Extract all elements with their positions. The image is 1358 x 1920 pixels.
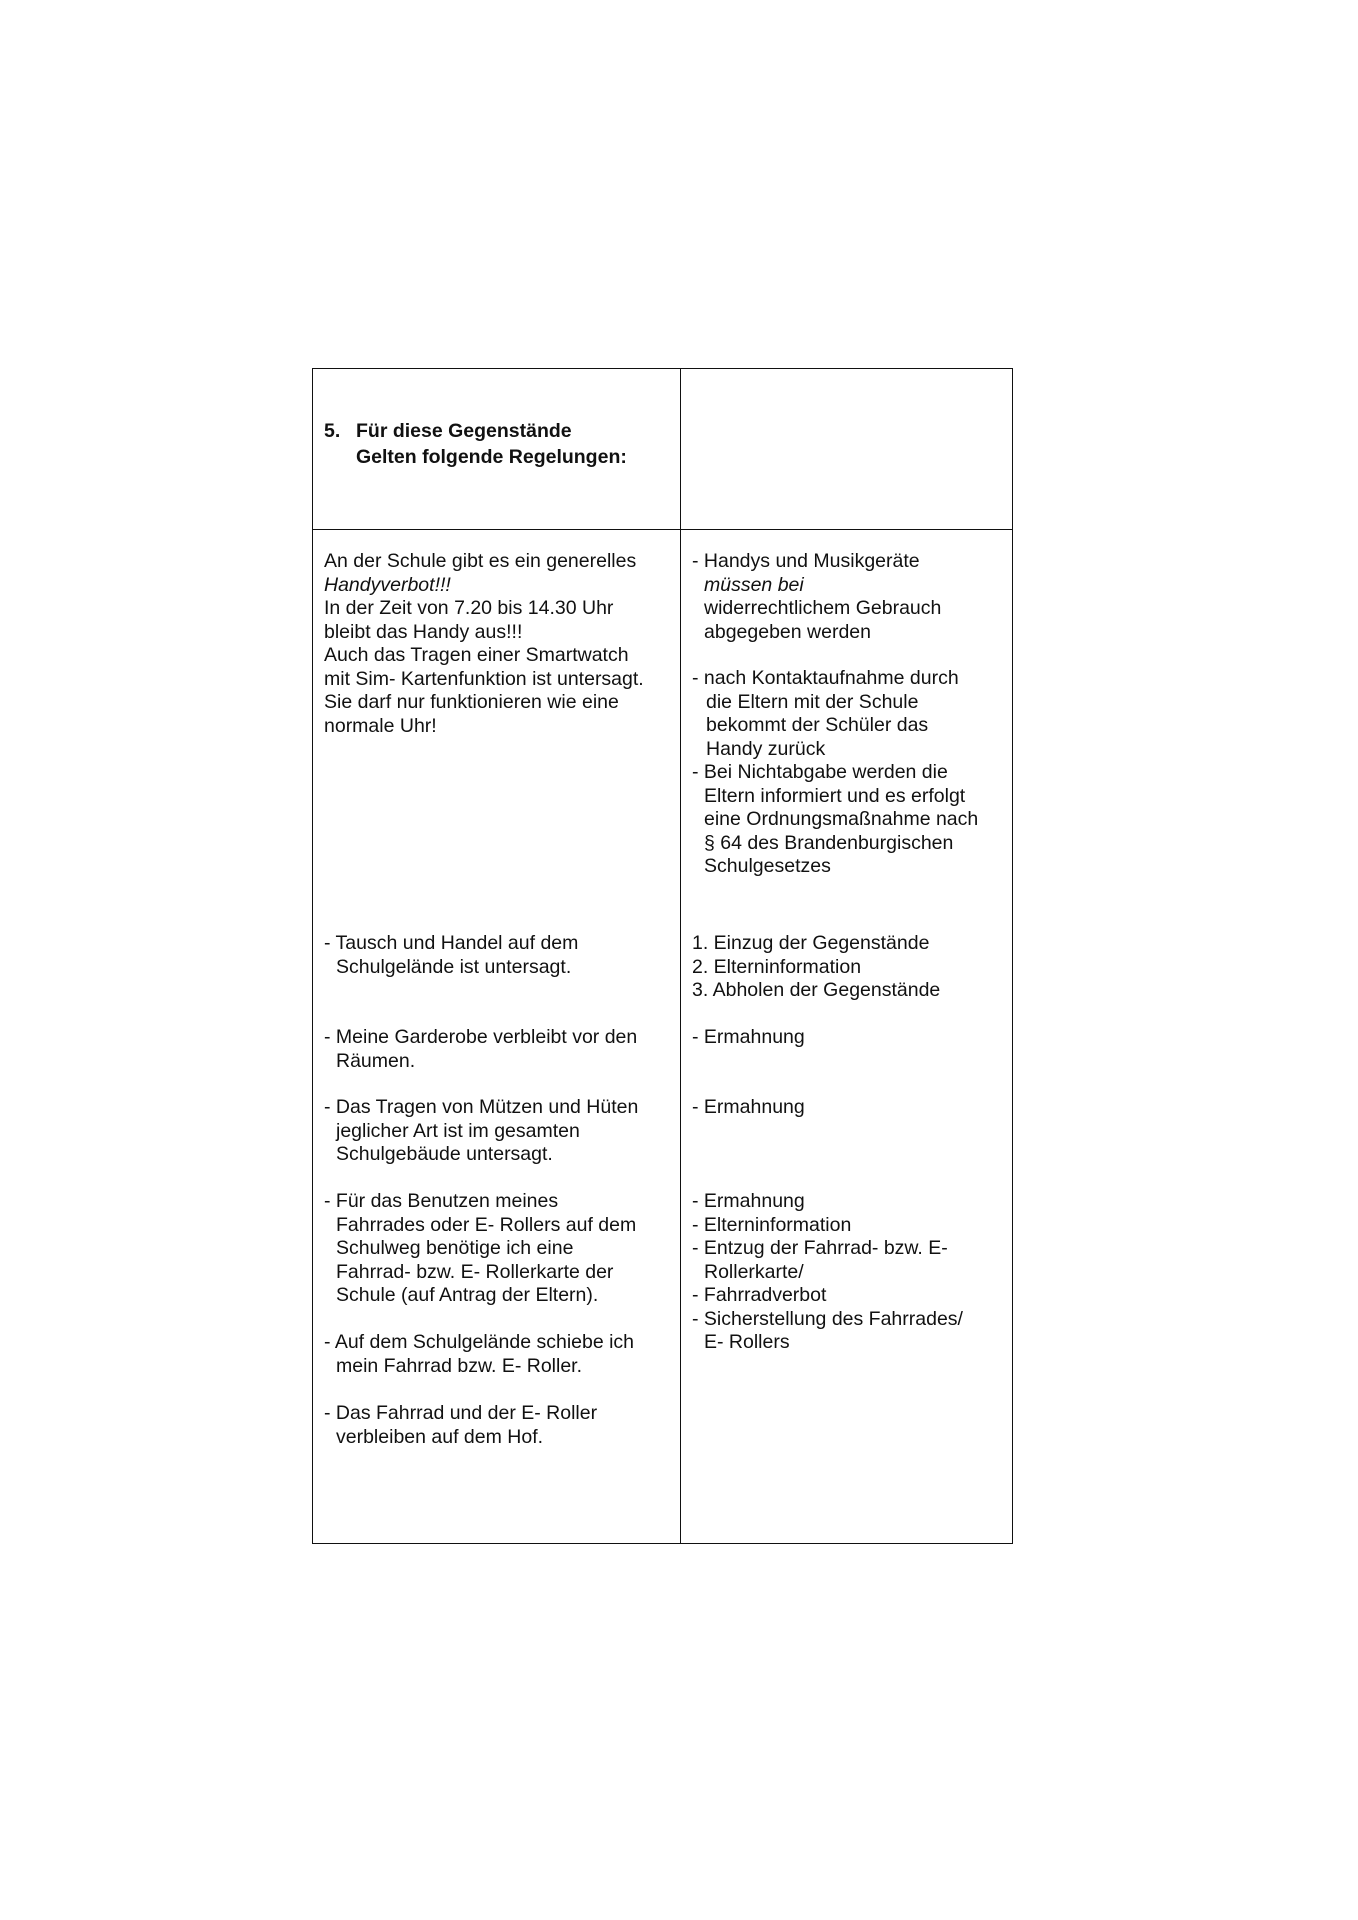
text-line: jeglicher Art ist im gesamten bbox=[336, 1119, 580, 1142]
text-line: Schulgelände ist untersagt. bbox=[336, 955, 572, 978]
text-line: mit Sim- Kartenfunktion ist untersagt. bbox=[324, 667, 644, 690]
push-bike-rule bbox=[324, 1331, 634, 1378]
text-line: bekommt der Schüler das bbox=[706, 714, 929, 736]
text-line: - Das Tragen von Mützen und Hüten bbox=[324, 1096, 639, 1118]
heading-line-2: Gelten folgende Regelungen: bbox=[356, 446, 627, 468]
text-line: Schule (auf Antrag der Eltern). bbox=[336, 1284, 599, 1306]
text-line: - nach Kontaktaufnahme durch bbox=[692, 667, 959, 689]
text-line: - Meine Garderobe verbleibt vor den bbox=[324, 1026, 638, 1048]
text-line: Handyverbot!!! bbox=[324, 573, 451, 596]
section-number: 5. bbox=[324, 420, 341, 442]
text-line: - Fahrradverbot bbox=[692, 1284, 827, 1306]
text-line: § 64 des Brandenburgischen bbox=[704, 831, 954, 854]
text-line: In der Zeit von 7.20 bis 14.30 Uhr bbox=[324, 597, 614, 619]
text-line: die Eltern mit der Schule bbox=[706, 690, 919, 713]
phone-rules bbox=[324, 550, 644, 738]
trade-consequences bbox=[692, 932, 940, 1003]
text-line: Auch das Tragen einer Smartwatch bbox=[324, 644, 629, 666]
text-line: - Bei Nichtabgabe werden die bbox=[692, 761, 948, 783]
bike-rule bbox=[324, 1190, 636, 1308]
text-line: Räumen. bbox=[336, 1049, 416, 1072]
text-line: - Auf dem Schulgelände schiebe ich bbox=[324, 1331, 635, 1353]
text-line: Schulgebäude untersagt. bbox=[336, 1143, 553, 1165]
text-line: Schulgesetzes bbox=[704, 855, 831, 877]
text-line: 2. Elterninformation bbox=[692, 955, 862, 978]
text-line: Eltern informiert und es erfolgt bbox=[704, 784, 966, 807]
text-line: - Sicherstellung des Fahrrades/ bbox=[692, 1307, 963, 1330]
header-row-divider bbox=[312, 529, 1013, 530]
column-divider bbox=[680, 368, 681, 1544]
text-line: - Für das Benutzen meines bbox=[324, 1190, 559, 1212]
text-line: müssen bei bbox=[704, 573, 804, 596]
text-line: - Ermahnung bbox=[692, 1026, 805, 1048]
text-line: abgegeben werden bbox=[704, 620, 871, 643]
wardrobe-rule bbox=[324, 1026, 637, 1073]
text-line: 1. Einzug der Gegenstände bbox=[692, 932, 930, 954]
text-line: - Ermahnung bbox=[692, 1096, 805, 1118]
yard-rule bbox=[324, 1402, 597, 1449]
hats-rule bbox=[324, 1096, 638, 1167]
text-line: - Elterninformation bbox=[692, 1213, 852, 1236]
text-line: E- Rollers bbox=[704, 1331, 790, 1353]
text-line: - Ermahnung bbox=[692, 1190, 805, 1212]
text-line: - Handys und Musikgeräte bbox=[692, 550, 920, 572]
return-consequences bbox=[692, 667, 978, 879]
text-line: - Entzug der Fahrrad- bzw. E- bbox=[692, 1237, 948, 1259]
text-line: Handy zurück bbox=[706, 737, 826, 760]
text-line: Schulweg benötige ich eine bbox=[336, 1237, 574, 1259]
text-line: - Tausch und Handel auf dem bbox=[324, 932, 579, 954]
text-line: bleibt das Handy aus!!! bbox=[324, 620, 523, 643]
text-line: Sie darf nur funktionieren wie eine bbox=[324, 691, 619, 713]
text-line: verbleiben auf dem Hof. bbox=[336, 1425, 544, 1448]
text-line: Rollerkarte/ bbox=[704, 1260, 804, 1283]
section-heading bbox=[324, 418, 627, 470]
wardrobe-consequence bbox=[692, 1026, 805, 1050]
text-line: 3. Abholen der Gegenstände bbox=[692, 979, 941, 1001]
text-line: normale Uhr! bbox=[324, 714, 437, 737]
phone-consequences bbox=[692, 550, 941, 644]
trade-rule bbox=[324, 932, 578, 979]
text-line: - Das Fahrrad und der E- Roller bbox=[324, 1402, 598, 1424]
hats-consequence bbox=[692, 1096, 805, 1120]
text-line: Fahrrades oder E- Rollers auf dem bbox=[336, 1213, 637, 1236]
bike-consequences bbox=[692, 1190, 963, 1355]
text-line: An der Schule gibt es ein generelles bbox=[324, 550, 637, 572]
text-line: mein Fahrrad bzw. E- Roller. bbox=[336, 1354, 583, 1377]
text-line: Fahrrad- bzw. E- Rollerkarte der bbox=[336, 1260, 614, 1283]
text-line: eine Ordnungsmaßnahme nach bbox=[704, 808, 979, 830]
heading-line-1: Für diese Gegenstände bbox=[356, 420, 572, 442]
text-line: widerrechtlichem Gebrauch bbox=[704, 597, 942, 619]
